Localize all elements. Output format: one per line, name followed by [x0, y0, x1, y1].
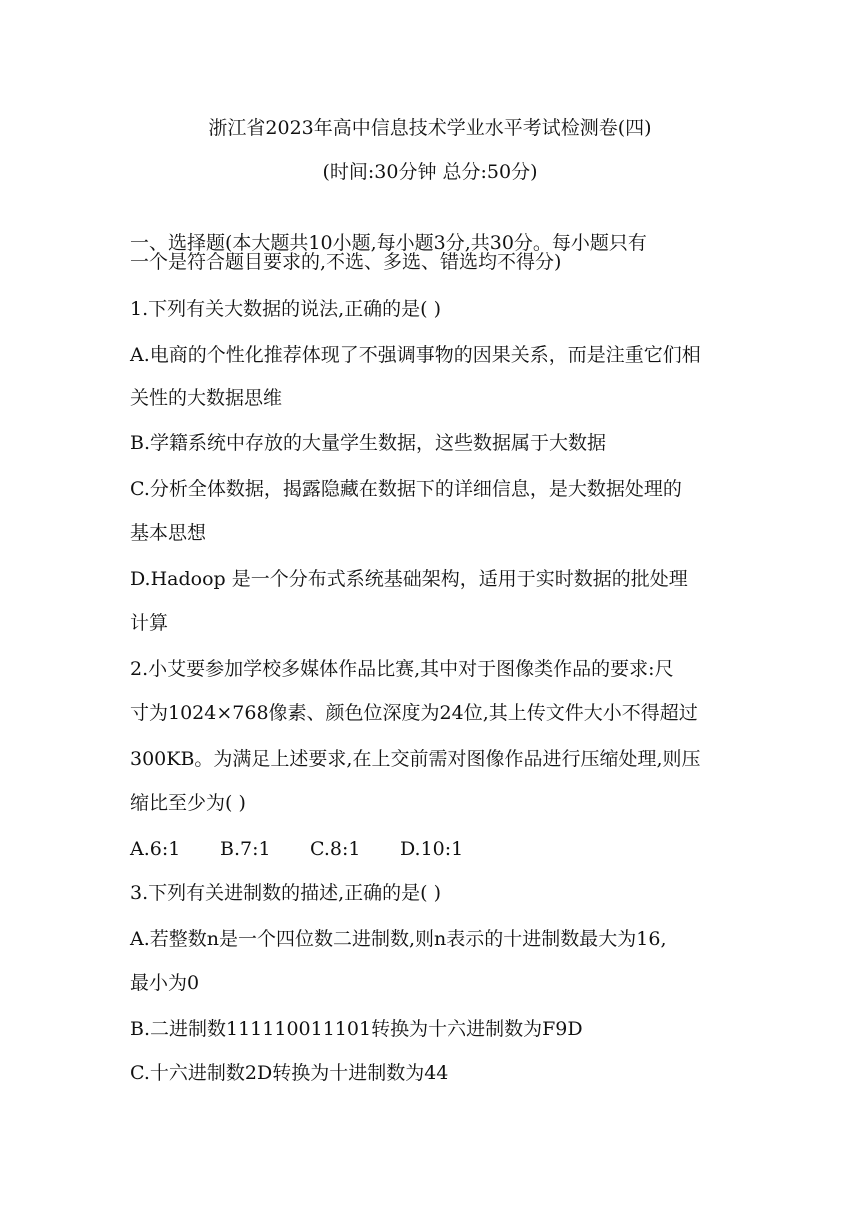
question-3-option-a-line-2: 最小为0 — [130, 972, 200, 994]
section-instruction-line-2: 一个是符合题目要求的,不选、多选、错选均不得分) — [130, 251, 562, 273]
question-2-stem-line-1: 2.小艾要参加学校多媒体作品比赛,其中对于图像类作品的要求:尺 — [130, 658, 674, 680]
question-1-option-b: B.学籍系统中存放的大量学生数据，这些数据属于大数据 — [130, 432, 607, 454]
section-instruction-line-1: 一、选择题(本大题共10小题,每小题3分,共30分。每小题只有 — [130, 232, 647, 254]
question-2-option-b: B.7:1 — [220, 838, 271, 860]
question-1-option-d-line-2: 计算 — [130, 612, 169, 634]
question-1-option-c-line-1: C.分析全体数据，揭露隐藏在数据下的详细信息，是大数据处理的 — [130, 478, 682, 500]
question-2-option-c: C.8:1 — [310, 838, 361, 860]
question-1-stem: 1.下列有关大数据的说法,正确的是( ) — [130, 298, 442, 320]
question-2-stem-line-3: 300KB。为满足上述要求,在上交前需对图像作品进行压缩处理,则压 — [130, 748, 701, 770]
question-3-option-a-line-1: A.若整数n是一个四位数二进制数,则n表示的十进制数最大为16, — [130, 928, 667, 950]
question-2-option-a: A.6:1 — [130, 838, 181, 860]
exam-subtitle: (时间:30分钟 总分:50分) — [322, 161, 538, 183]
question-2-stem-line-2: 寸为1024×768像素、颜色位深度为24位,其上传文件大小不得超过 — [130, 702, 698, 724]
exam-title: 浙江省2023年高中信息技术学业水平考试检测卷(四) — [208, 117, 652, 139]
question-2-stem-line-4: 缩比至少为( ) — [130, 792, 246, 814]
question-1-option-a-line-1: A.电商的个性化推荐体现了不强调事物的因果关系，而是注重它们相 — [130, 344, 701, 366]
question-2-options — [130, 836, 740, 862]
question-2-option-d: D.10:1 — [400, 838, 464, 860]
question-3-option-c: C.十六进制数2D转换为十进制数为44 — [130, 1062, 449, 1084]
question-1-option-a-line-2: 关性的大数据思维 — [130, 387, 283, 409]
question-3-option-b: B.二进制数111110011101转换为十六进制数为F9D — [130, 1018, 583, 1040]
question-1-option-c-line-2: 基本思想 — [130, 522, 207, 544]
question-3-stem: 3.下列有关进制数的描述,正确的是( ) — [130, 882, 442, 904]
question-1-option-d-line-1: D.Hadoop 是一个分布式系统基础架构，适用于实时数据的批处理 — [130, 568, 688, 590]
